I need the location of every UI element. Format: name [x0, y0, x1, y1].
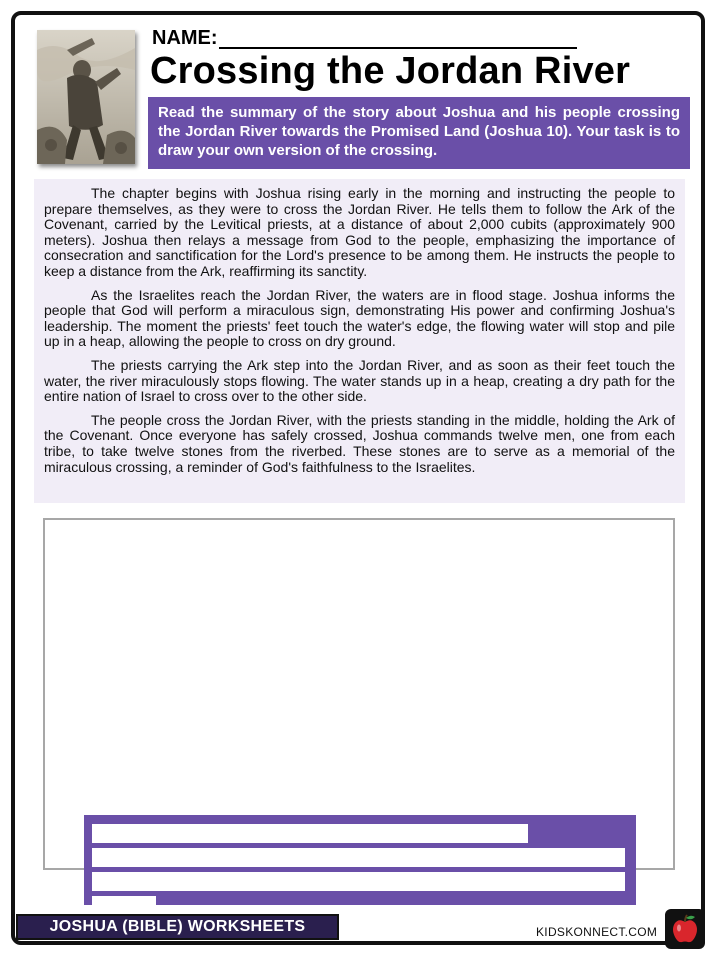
brand-text: KIDSKONNECT.COM — [536, 925, 658, 939]
story-summary — [34, 179, 685, 503]
summary-paragraph: The priests carrying the Ark step into the Jordan River, and as soon as their feet touch the water, the river miraculously stops flowing. The water stands up in a heap, creating a dry path for the entire nation of Israel to cross over to the other side. — [44, 356, 675, 405]
footer-series-label: JOSHUA (BIBLE) WORKSHEETS — [49, 918, 306, 935]
footer-series-badge — [16, 914, 339, 940]
joshua-portrait-image — [37, 30, 135, 164]
caption-line[interactable] — [92, 872, 625, 891]
summary-paragraph: The chapter begins with Joshua rising early in the morning and instructing the people to prepare themselves, as they were to cross the Jordan River. He tells them to follow the Ark of the Covenant, carried by the Levitical priests, at a distance of about 2,000 cubits (approximately 900 meters). Joshua then relays a message from God to the people, emphasizing the importance of consecration and sanctification for the Lord's presence to be among them. He instructs the people to keep a distance from the Ark, reaffirming its sanctity. — [44, 185, 675, 279]
apple-icon — [665, 909, 705, 949]
summary-paragraph: The people cross the Jordan River, with the priests standing in the middle, holding the Ark of the Covenant. Once everyone has safely crossed, Joshua commands twelve men, one from each tribe, to take twelve stones from the riverbed. These stones are to serve as a memorial of the miraculous crossing, a reminder of God's faithfulness to the Israelites. — [44, 411, 675, 475]
caption-line[interactable] — [92, 896, 156, 905]
caption-line[interactable] — [92, 848, 625, 867]
name-field-line[interactable] — [219, 47, 577, 49]
summary-paragraph: As the Israelites reach the Jordan River, the waters are in flood stage. Joshua informs the people that God will perform a miraculous sign, demonstrating His power and confirming Joshua's leadership. The moment the priests' feet touch the water's edge, the flowing water will stop and pile up in a heap, allowing the people to cross on dry ground. — [44, 286, 675, 350]
caption-line[interactable] — [92, 824, 528, 843]
caption-lines-panel — [84, 815, 636, 905]
brand-logo — [665, 909, 705, 949]
joshua-engraving-icon — [37, 30, 135, 164]
instruction-box: Read the summary of the story about Joshua and his people crossing the Jordan River towards the Promised Land (Joshua 10). Your task is to draw your own version of the crossing. — [148, 97, 690, 169]
page-title: Crossing the Jordan River — [150, 50, 631, 92]
name-label: NAME: — [152, 27, 218, 49]
